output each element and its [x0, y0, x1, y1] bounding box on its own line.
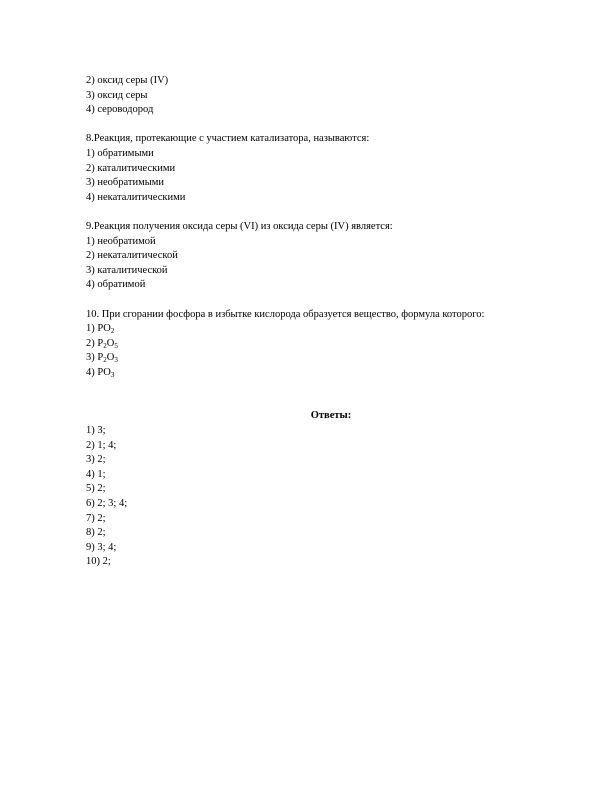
answer-option: 1) необратимой: [86, 235, 156, 247]
answer-key-item: 4) 1;: [86, 468, 106, 480]
answer-key-item: 7) 2;: [86, 512, 106, 524]
answer-option: 4) некаталитическими: [86, 191, 186, 203]
answer-key-item: 1) 3;: [86, 425, 106, 437]
answer-option: 2) каталитическими: [86, 162, 176, 174]
formula-option: 2) $P_2O_5$: [86, 337, 118, 350]
answer-option: 1) обратимыми: [86, 147, 154, 159]
question-text: 10. При сгорании фосфора в избытке кислорода образуется вещество, формула которого:: [86, 308, 485, 320]
question-9: [86, 220, 556, 293]
answer-key-item: 6) 2; 3; 4;: [86, 498, 128, 510]
answer-option: 4) обратимой: [86, 279, 146, 291]
question-text: 9.Реакция получения оксида серы (VI) из оксида серы (IV) является:: [86, 220, 393, 232]
answer-key-item: 10) 2;: [86, 556, 111, 568]
question-8: [86, 132, 556, 205]
answer-key-item: 2) 1; 4;: [86, 439, 117, 451]
answer-option: 3) оксид серы: [86, 89, 148, 101]
answer-key-item: 9) 3; 4;: [86, 541, 117, 553]
document-page: [86, 74, 556, 570]
formula-option: 4) $PO_3$: [86, 366, 115, 379]
answer-key-item: 3) 2;: [86, 454, 106, 466]
answer-key-item: 8) 2;: [86, 527, 106, 539]
formula-option: 1) $PO_2$: [86, 323, 115, 336]
question-10: [86, 308, 556, 381]
answers-heading: Ответы:: [310, 410, 352, 422]
answer-option: 4) сероводород: [86, 104, 154, 116]
answer-option: 2) оксид серы (IV): [86, 75, 169, 86]
answer-option: 3) каталитической: [86, 264, 168, 276]
answer-key-item: 5) 2;: [86, 483, 106, 495]
answer-option: 3) необратимыми: [86, 177, 165, 189]
formula-option: 3) $P_2O_3$: [86, 352, 118, 365]
question-7-tail: [86, 74, 556, 118]
answer-option: 2) некаталитической: [86, 250, 178, 262]
question-text: 8.Реакция, протекающие с участием катализатора, называются:: [86, 133, 370, 145]
answers-list: [86, 424, 556, 570]
